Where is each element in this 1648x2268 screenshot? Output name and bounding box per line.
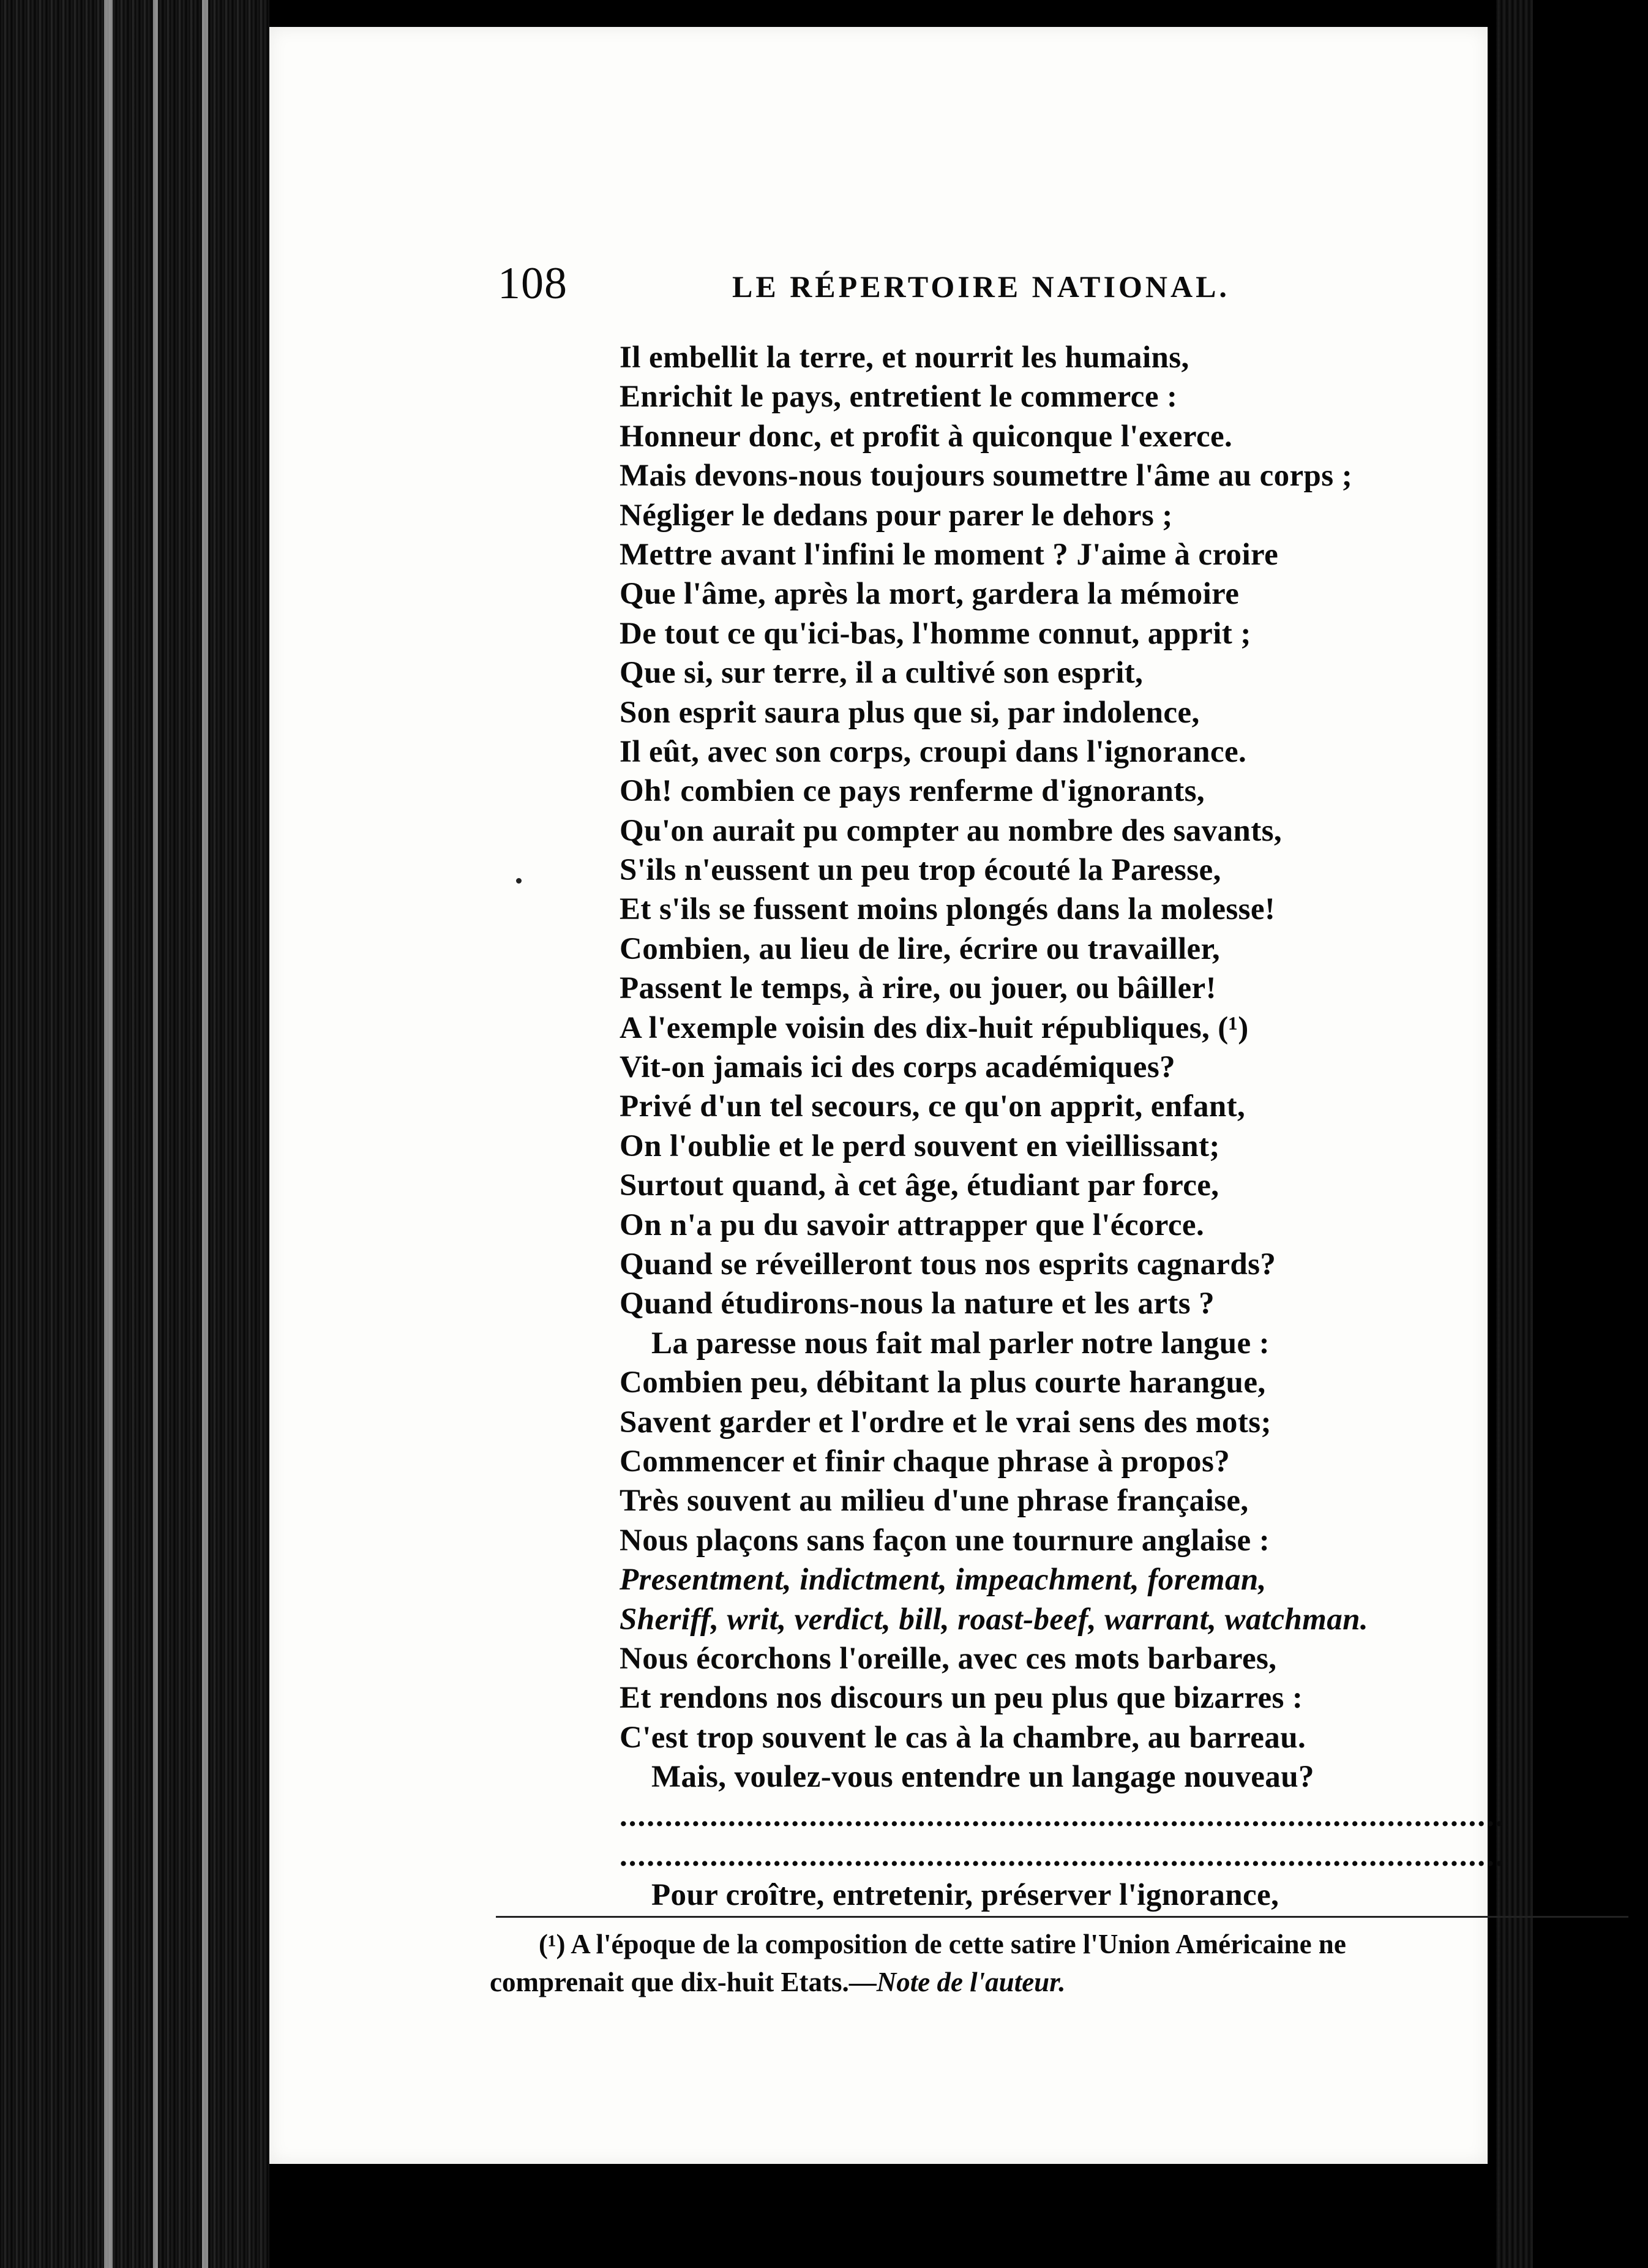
- poem-line: Il eût, avec son corps, croupi dans l'ignorance.: [620, 734, 1247, 769]
- poem-line: Et rendons nos discours un peu plus que bizarres :: [620, 1681, 1303, 1716]
- poem-line: On l'oublie et le perd souvent en vieillissant;: [620, 1128, 1220, 1163]
- poem-line: Privé d'un tel secours, ce qu'on apprit, enfant,: [620, 1089, 1246, 1124]
- ellipsis-line: ..................................................................................................: [620, 1838, 1505, 1873]
- poem-line: C'est trop souvent le cas à la chambre, au barreau.: [620, 1720, 1306, 1755]
- poem-line: Commencer et finir chaque phrase à propos?: [620, 1444, 1230, 1479]
- footnote-rule: [496, 1916, 1628, 1918]
- page-header: [269, 232, 1488, 309]
- poem-line: Vit-on jamais ici des corps académiques?: [620, 1050, 1175, 1085]
- poem-line: Que l'âme, après la mort, gardera la mémoire: [620, 577, 1240, 612]
- scan-streak: [202, 0, 208, 2268]
- page-number: 108: [498, 258, 567, 309]
- poem-line: Et s'ils se fussent moins plongés dans la molesse!: [620, 892, 1276, 927]
- poem-line-indented: Pour croître, entretenir, préserver l'ignorance,: [651, 1878, 1279, 1913]
- footnote-text: comprenait que dix-huit Etats.—: [490, 1967, 877, 1997]
- poem-line: Négliger le dedans pour parer le dehors ;: [620, 498, 1173, 533]
- poem-line: De tout ce qu'ici-bas, l'homme connut, apprit ;: [620, 616, 1251, 651]
- poem-line: Surtout quand, à cet âge, étudiant par force,: [620, 1168, 1219, 1203]
- poem-text: [620, 338, 1648, 1915]
- poem-line: Combien, au lieu de lire, écrire ou travailler,: [620, 931, 1221, 966]
- footnote-signature: Note de l'auteur.: [876, 1967, 1066, 1997]
- poem-line: S'ils n'eussent un peu trop écouté la Paresse,: [620, 853, 1221, 888]
- book-page: [269, 27, 1505, 2164]
- poem-line: Passent le temps, à rire, ou jouer, ou bâiller!: [620, 971, 1216, 1006]
- poem-line: Que si, sur terre, il a cultivé son esprit,: [620, 656, 1144, 691]
- poem-line: Nous écorchons l'oreille, avec ces mots barbares,: [620, 1641, 1277, 1676]
- poem-line-italic: Presentment, indictment, impeachment, foreman,: [620, 1563, 1267, 1598]
- poem-line: On n'a pu du savoir attrapper que l'écorce.: [620, 1207, 1205, 1242]
- poem-line-indented: Mais, voulez-vous entendre un langage nouveau?: [651, 1760, 1314, 1795]
- footnote: [490, 1925, 1628, 2001]
- scan-streak: [104, 0, 113, 2268]
- poem-line: Combien peu, débitant la plus courte harangue,: [620, 1365, 1266, 1400]
- poem-line: Mettre avant l'infini le moment ? J'aime à croire: [620, 537, 1279, 572]
- print-speck: [516, 878, 522, 884]
- poem-line: Très souvent au milieu d'une phrase française,: [620, 1484, 1249, 1519]
- scan-streak: [153, 0, 158, 2268]
- poem-line: Quand étudirons-nous la nature et les arts ?: [620, 1286, 1215, 1321]
- poem-line: Son esprit saura plus que si, par indolence,: [620, 695, 1200, 730]
- poem-line: Oh! combien ce pays renferme d'ignorants,: [620, 774, 1205, 809]
- footnote-line: [490, 1963, 1628, 2001]
- poem-line: Enrichit le pays, entretient le commerce :: [620, 380, 1178, 415]
- poem-line: A l'exemple voisin des dix-huit républiques, (¹): [620, 1010, 1249, 1045]
- poem-line: Qu'on aurait pu compter au nombre des savants,: [620, 813, 1282, 848]
- poem-line: Mais devons-nous toujours soumettre l'âme au corps ;: [620, 459, 1353, 494]
- poem-line: Honneur donc, et profit à quiconque l'exerce.: [620, 419, 1233, 454]
- poem-line: Il embellit la terre, et nourrit les humains,: [620, 340, 1189, 375]
- poem-line: Quand se réveilleront tous nos esprits cagnards?: [620, 1247, 1276, 1282]
- poem-line: Savent garder et l'ordre et le vrai sens des mots;: [620, 1405, 1272, 1440]
- poem-line-italic: Sheriff, writ, verdict, bill, roast-beef, warrant, watchman.: [620, 1602, 1369, 1637]
- ellipsis-line: ..................................................................................................: [620, 1799, 1505, 1834]
- footnote-line: (¹) A l'époque de la composition de cette satire l'Union Américaine ne: [539, 1929, 1346, 1959]
- running-title: LE RÉPERTOIRE NATIONAL.: [732, 269, 1230, 304]
- poem-line-indented: La paresse nous fait mal parler notre langue :: [651, 1326, 1270, 1361]
- poem-line: Nous plaçons sans façon une tournure anglaise :: [620, 1523, 1270, 1558]
- left-scan-margin: [0, 0, 269, 2268]
